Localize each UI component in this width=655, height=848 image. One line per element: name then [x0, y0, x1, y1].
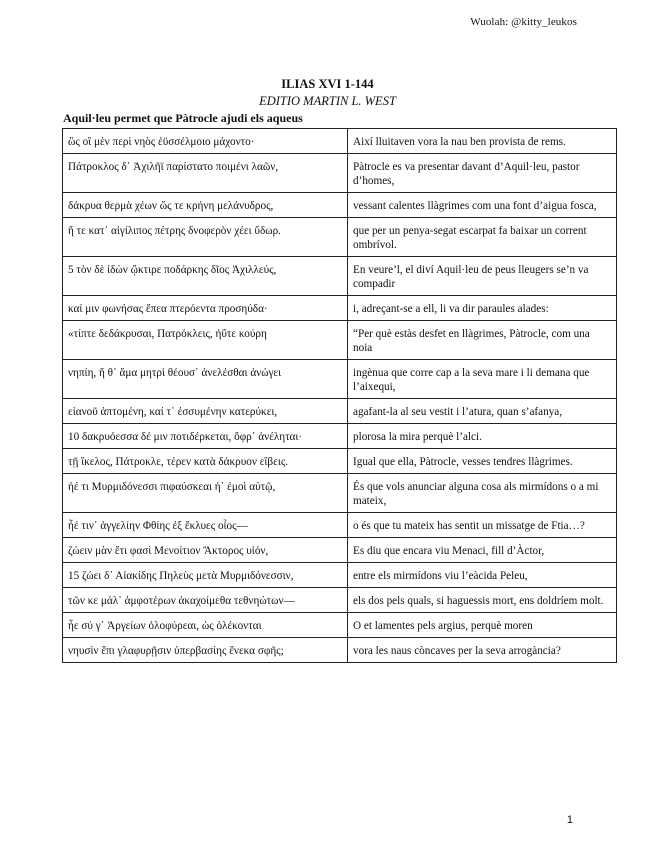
section-heading: Aquil·leu permet que Pàtrocle ajudi els aqueus [63, 111, 303, 125]
greek-verse-cell: 10 δακρυόεσσα δέ μιν ποτιδέρκεται, ὄφρ᾽ ἀνέληται· [63, 424, 348, 449]
catalan-translation-cell: plorosa la mira perquè l’alci. [348, 424, 617, 449]
greek-verse-cell: ἦε σύ γ᾽ Ἀργείων ὀλοφύρεαι, ὡς ὀλέκονται [63, 613, 348, 638]
bilingual-text-table [62, 128, 617, 663]
greek-verse-cell: ἦέ τιν᾽ ἀγγελίην Φθίης ἐξ ἔκλυες οἶος— [63, 513, 348, 538]
catalan-translation-cell: i, adreçant-se a ell, li va dir paraules alades: [348, 296, 617, 321]
catalan-translation-cell: Igual que ella, Pàtrocle, vesses tendres llàgrimes. [348, 449, 617, 474]
table-row [63, 449, 617, 474]
catalan-translation-cell: que per un penya-segat escarpat fa baixar un corrent ombrívol. [348, 218, 617, 257]
greek-verse-cell: ζώειν μὰν ἔτι φασὶ Μενοίτιον Ἄκτορος υἱόν, [63, 538, 348, 563]
table-row [63, 538, 617, 563]
catalan-translation-cell: Es diu que encara viu Menaci, fill d’Àctor, [348, 538, 617, 563]
greek-verse-cell: Πάτροκλος δ᾽ Ἀχιλῆϊ παρίστατο ποιμένι λαῶν, [63, 154, 348, 193]
catalan-translation-cell: entre els mirmídons viu l’eàcida Peleu, [348, 563, 617, 588]
table-row [63, 193, 617, 218]
catalan-translation-cell: O et lamentes pels argius, perquè moren [348, 613, 617, 638]
greek-verse-cell: εἱανοῦ ἁπτομένη, καί τ᾽ ἐσσυμένην κατερύκει, [63, 399, 348, 424]
catalan-translation-cell: En veure’l, el diví Aquil·leu de peus lleugers se’n va compadir [348, 257, 617, 296]
table-row [63, 563, 617, 588]
table-row [63, 399, 617, 424]
table-row [63, 129, 617, 154]
greek-verse-cell: ἠέ τι Μυρμιδόνεσσι πιφαύσκεαι ἠ᾽ ἐμοὶ αὐτῷ, [63, 474, 348, 513]
catalan-translation-cell: És que vols anunciar alguna cosa als mirmídons o a mi mateix, [348, 474, 617, 513]
greek-verse-cell: τῶν κε μάλ᾽ ἀμφοτέρων ἀκαχοίμεθα τεθνηώτων— [63, 588, 348, 613]
document-title: ILIAS XVI 1-144 [281, 77, 374, 91]
table-row [63, 424, 617, 449]
catalan-translation-cell: ingènua que corre cap a la seva mare i li demana que l’aixequi, [348, 360, 617, 399]
table-row [63, 474, 617, 513]
greek-verse-cell: καί μιν φωνήσας ἔπεα πτερόεντα προσηύδα· [63, 296, 348, 321]
table-row [63, 321, 617, 360]
catalan-translation-cell: vessant calentes llàgrimes com una font d’aigua fosca, [348, 193, 617, 218]
table-row [63, 638, 617, 663]
catalan-translation-cell: Així lluitaven vora la nau ben provista de rems. [348, 129, 617, 154]
greek-verse-cell: ἥ τε κατ᾽ αἰγίλιπος πέτρης δνοφερὸν χέει ὕδωρ. [63, 218, 348, 257]
table-row [63, 296, 617, 321]
table-row [63, 257, 617, 296]
greek-verse-cell: νηπίη, ἥ θ᾽ ἅμα μητρὶ θέουσ᾽ ἀνελέσθαι ἀνώγει [63, 360, 348, 399]
table-row [63, 513, 617, 538]
table-row [63, 154, 617, 193]
table-row [63, 588, 617, 613]
catalan-translation-cell: agafant-la al seu vestit i l’atura, quan s’afanya, [348, 399, 617, 424]
greek-verse-cell: 5 τὸν δὲ ἰδὼν ᾤκτιρε ποδάρκης δῖος Ἀχιλλεύς, [63, 257, 348, 296]
table-row [63, 360, 617, 399]
greek-verse-cell: 15 ζώει δ᾽ Αἰακίδης Πηλεὺς μετὰ Μυρμιδόνεσσιν, [63, 563, 348, 588]
catalan-translation-cell: “Per què estàs desfet en llàgrimes, Pàtrocle, com una noia [348, 321, 617, 360]
catalan-translation-cell: els dos pels quals, si haguessis mort, ens doldríem molt. [348, 588, 617, 613]
wuolah-watermark: Wuolah: @kitty_leukos [470, 16, 577, 28]
catalan-translation-cell: Pàtrocle es va presentar davant d’Aquil·leu, pastor d’homes, [348, 154, 617, 193]
catalan-translation-cell: vora les naus còncaves per la seva arrogància? [348, 638, 617, 663]
document-subtitle: EDITIO MARTIN L. WEST [259, 94, 396, 108]
table-row [63, 613, 617, 638]
greek-verse-cell: δάκρυα θερμὰ χέων ὥς τε κρήνη μελάνυδρος, [63, 193, 348, 218]
page-number: 1 [566, 814, 573, 826]
greek-verse-cell: τῇ ἴκελος, Πάτροκλε, τέρεν κατὰ δάκρυον εἴβεις. [63, 449, 348, 474]
greek-verse-cell: «τίπτε δεδάκρυσαι, Πατρόκλεις, ἠΰτε κούρη [63, 321, 348, 360]
greek-verse-cell: νηυσὶν ἔπι γλαφυρῇσιν ὑπερβασίης ἕνεκα σφῆς; [63, 638, 348, 663]
greek-verse-cell: ὣς οἳ μὲν περὶ νηὸς ἐϋσσέλμοιο μάχοντο· [63, 129, 348, 154]
table-row [63, 218, 617, 257]
catalan-translation-cell: o és que tu mateix has sentit un missatge de Ftia…? [348, 513, 617, 538]
